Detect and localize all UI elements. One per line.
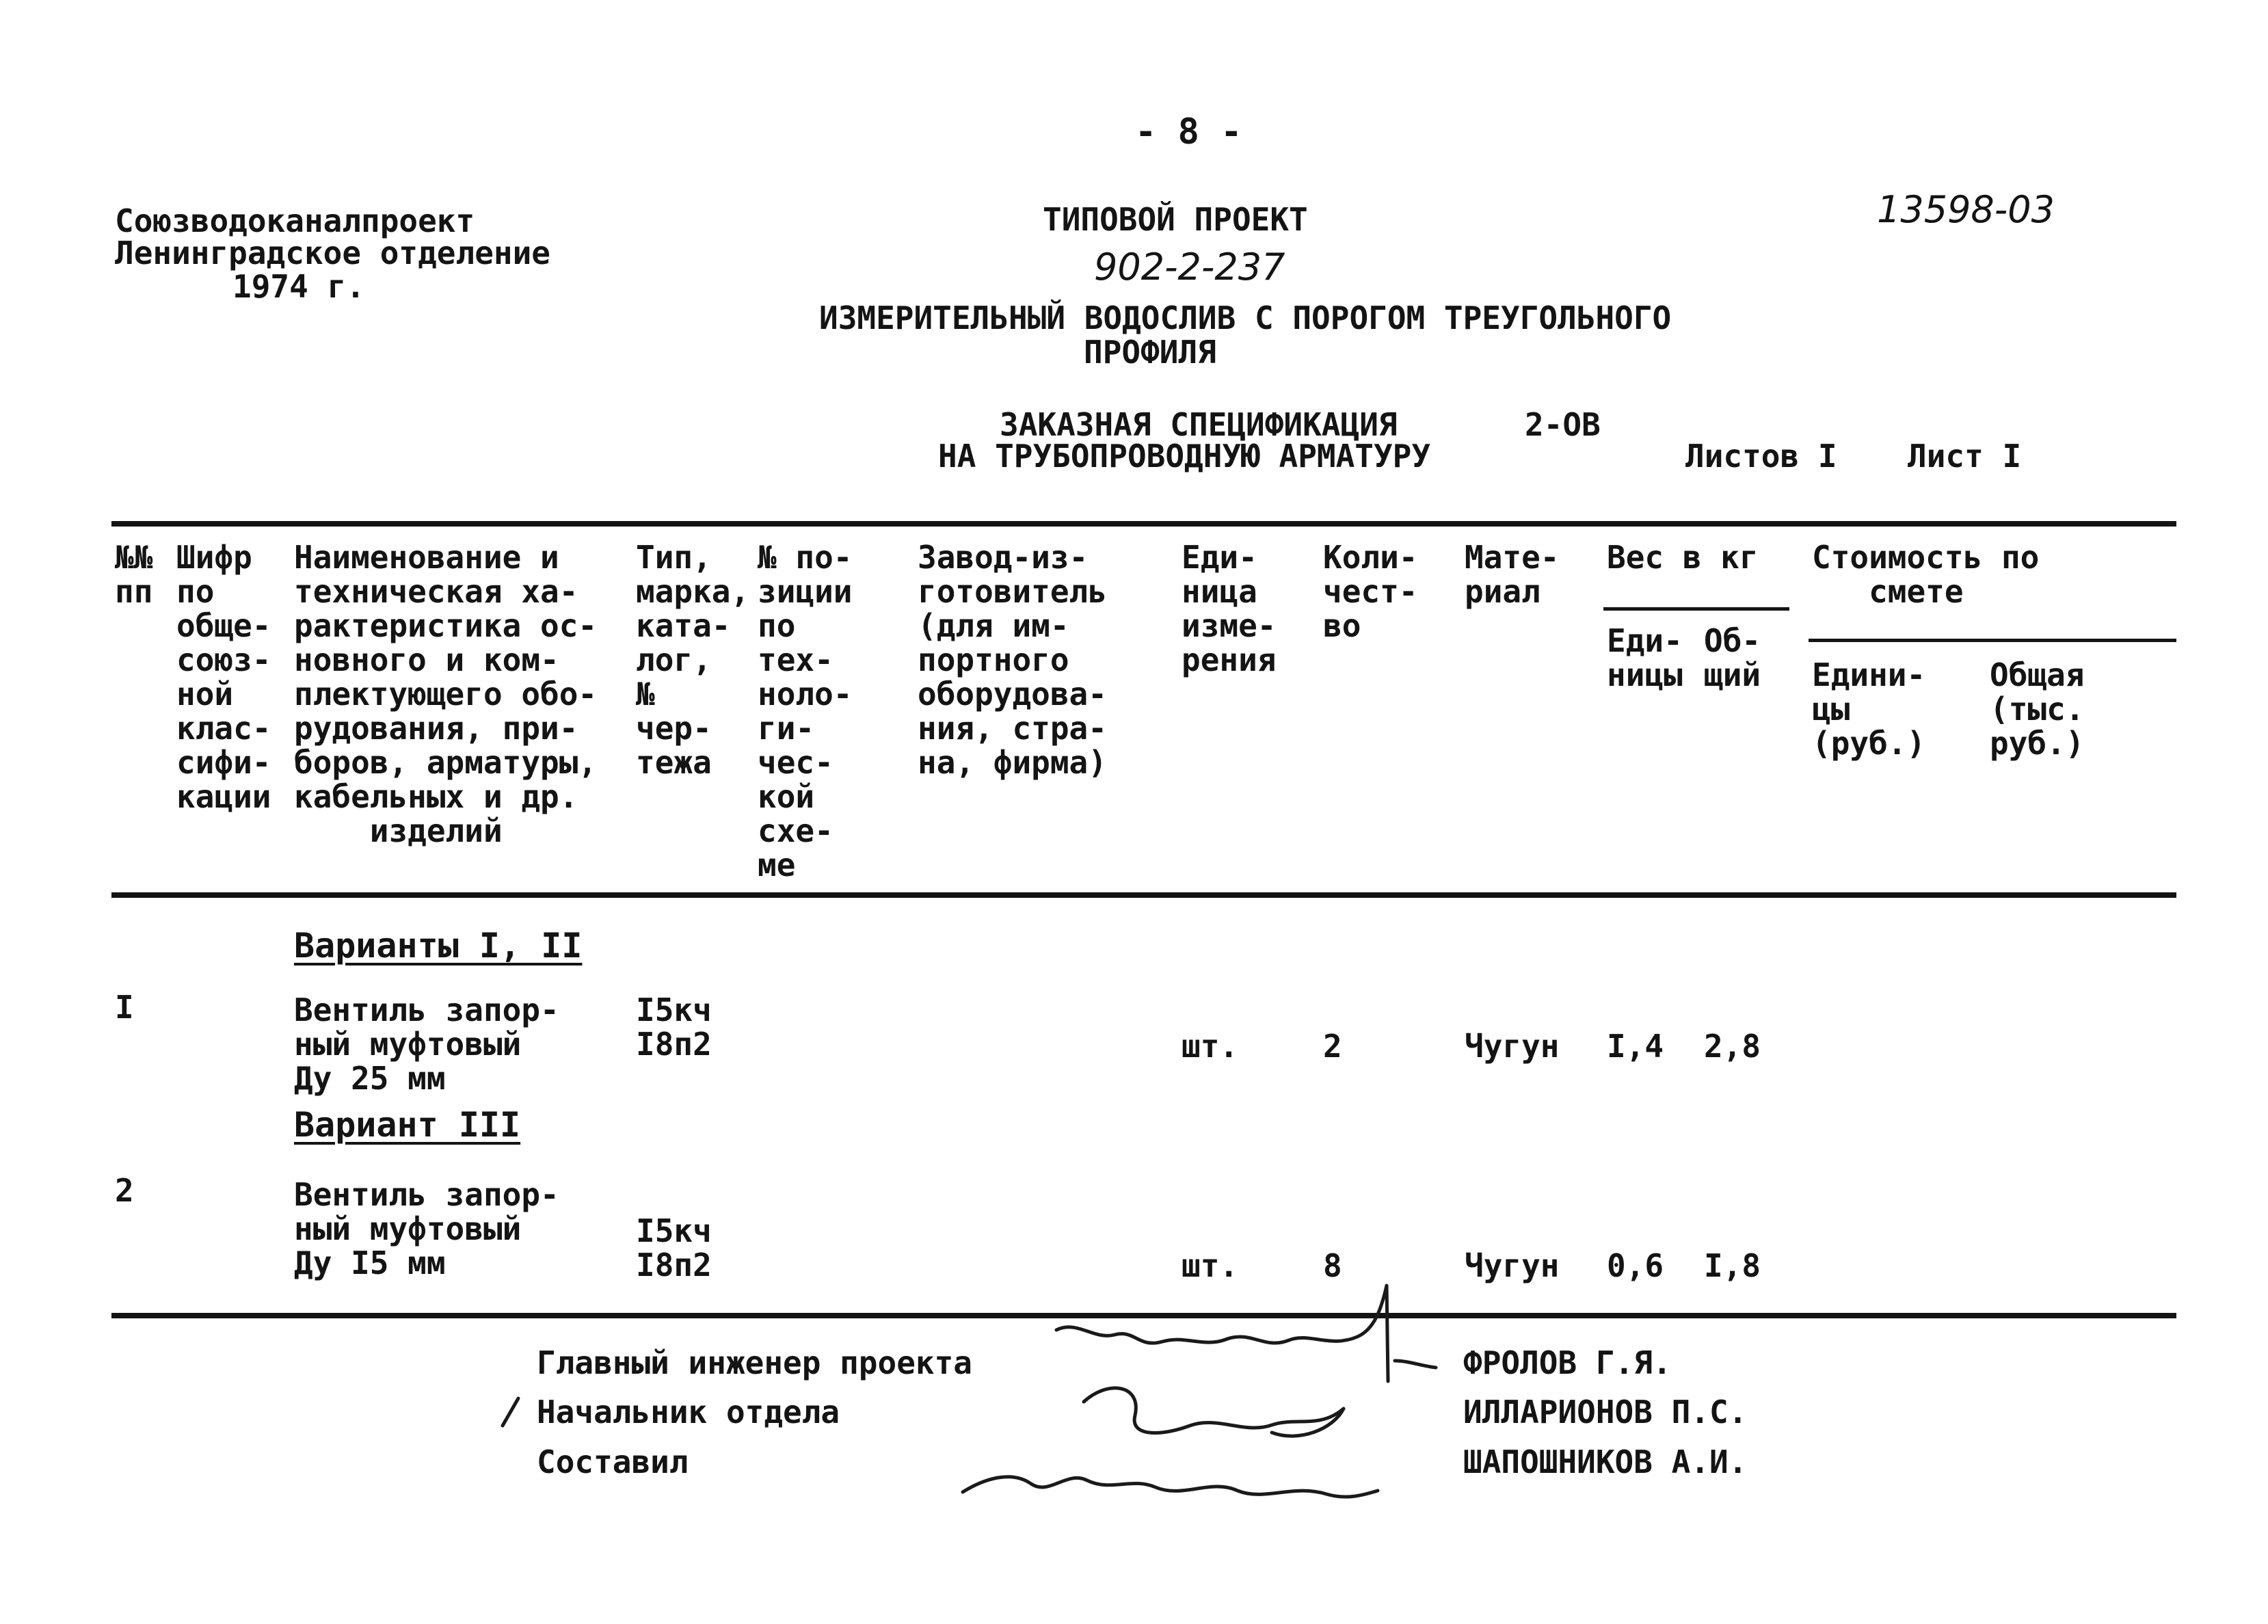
header-manufacturer: Завод-из- готовитель (для им- портного оборудова- ния, стра- на, фирма) [918,539,1107,781]
header-type: Тип, марка, ката- лог, № чер- тежа [636,539,750,781]
project-number: 902-2-237 [1094,245,1285,289]
signatory-role: Начальник отдела [537,1394,840,1430]
document-code: 13598-03 [1877,188,2055,231]
spec-code: 2-ОВ [1525,406,1601,443]
row-no: I [115,989,134,1026]
org-name: Союзводоканалпроект [115,202,475,239]
spec-title-line1: ЗАКАЗНАЯ СПЕЦИФИКАЦИЯ [1000,406,1398,443]
row-weight-unit: 0,6 [1607,1247,1664,1284]
header-position: № по- зиции по тех- ноло- ги- чес- кой схе- ме [758,539,853,883]
header-weight-unit: Еди- ницы [1607,622,1683,693]
row-quantity: 8 [1323,1247,1342,1284]
row-weight-unit: I,4 [1607,1028,1664,1065]
row-name: Вентиль запор- ный муфтовый Ду 25 мм [294,991,559,1097]
sheet-number: Лист I [1908,438,2022,475]
row-quantity: 2 [1323,1028,1342,1065]
row-type: I5кч I8п2 [636,1212,712,1283]
header-weight-total: Об- щий [1704,622,1761,693]
row-unit: шт. [1182,1247,1239,1284]
header-unit: Еди- ница изме- рения [1182,539,1277,678]
signature-author [963,1477,1378,1497]
signature-chief-engineer [1056,1286,1436,1381]
signature-department-head [1084,1388,1344,1436]
header-quantity: Коли- чест- во [1323,539,1418,644]
signatory-name: ШАПОШНИКОВ А.И. [1463,1443,1748,1480]
org-department: Ленинградское отделение [115,235,550,271]
page-number: - 8 - [1135,111,1242,152]
doc-type: ТИПОВОЙ ПРОЕКТ [1043,201,1308,238]
header-material: Мате- риал [1465,539,1560,610]
header-weight: Вес в кг [1607,539,1759,576]
org-year: 1974 г. [232,268,365,305]
row-material: Чугун [1465,1028,1560,1065]
section-heading: Вариант III [294,1105,521,1145]
header-no: №№ пп [115,539,153,610]
section-heading: Варианты I, II [294,926,583,966]
project-title-line1: ИЗМЕРИТЕЛЬНЫЙ ВОДОСЛИВ С ПОРОГОМ ТРЕУГОЛЬНОГО [819,299,1672,336]
row-material: Чугун [1465,1247,1560,1284]
row-name: Вентиль запор- ный муфтовый Ду I5 мм [294,1176,559,1281]
row-weight-total: 2,8 [1704,1028,1761,1065]
row-unit: шт. [1182,1028,1239,1065]
header-classifier-code: Шифр по обще- союз- ной клас- сифи- кации [176,539,271,815]
row-type: I5кч I8п2 [636,991,712,1063]
signatory-name: ФРОЛОВ Г.Я. [1463,1344,1672,1381]
header-cost: Стоимость по смете [1812,539,2040,610]
project-title-line2: ПРОФИЛЯ [1084,334,1216,371]
row-weight-total: I,8 [1704,1247,1761,1284]
sheets-total: Листов I [1685,438,1837,475]
signatory-role: Составил [537,1443,689,1480]
signatory-role: Главный инженер проекта [537,1344,972,1381]
row-no: 2 [115,1172,134,1209]
header-name: Наименование и техническая ха- рактеристика ос- новного и ком- плектующего обо- рудования, при- боров, арматуры, кабельных и др. изделий [294,539,598,849]
spec-title-line2: НА ТРУБОПРОВОДНУЮ АРМАТУРУ [938,438,1431,475]
signatory-name: ИЛЛАРИОНОВ П.С. [1463,1394,1748,1430]
header-cost-unit: Едини- цы (руб.) [1812,656,1926,762]
margin-slash-mark [503,1398,518,1426]
header-cost-total: Общая (тыс. руб.) [1990,656,2085,762]
